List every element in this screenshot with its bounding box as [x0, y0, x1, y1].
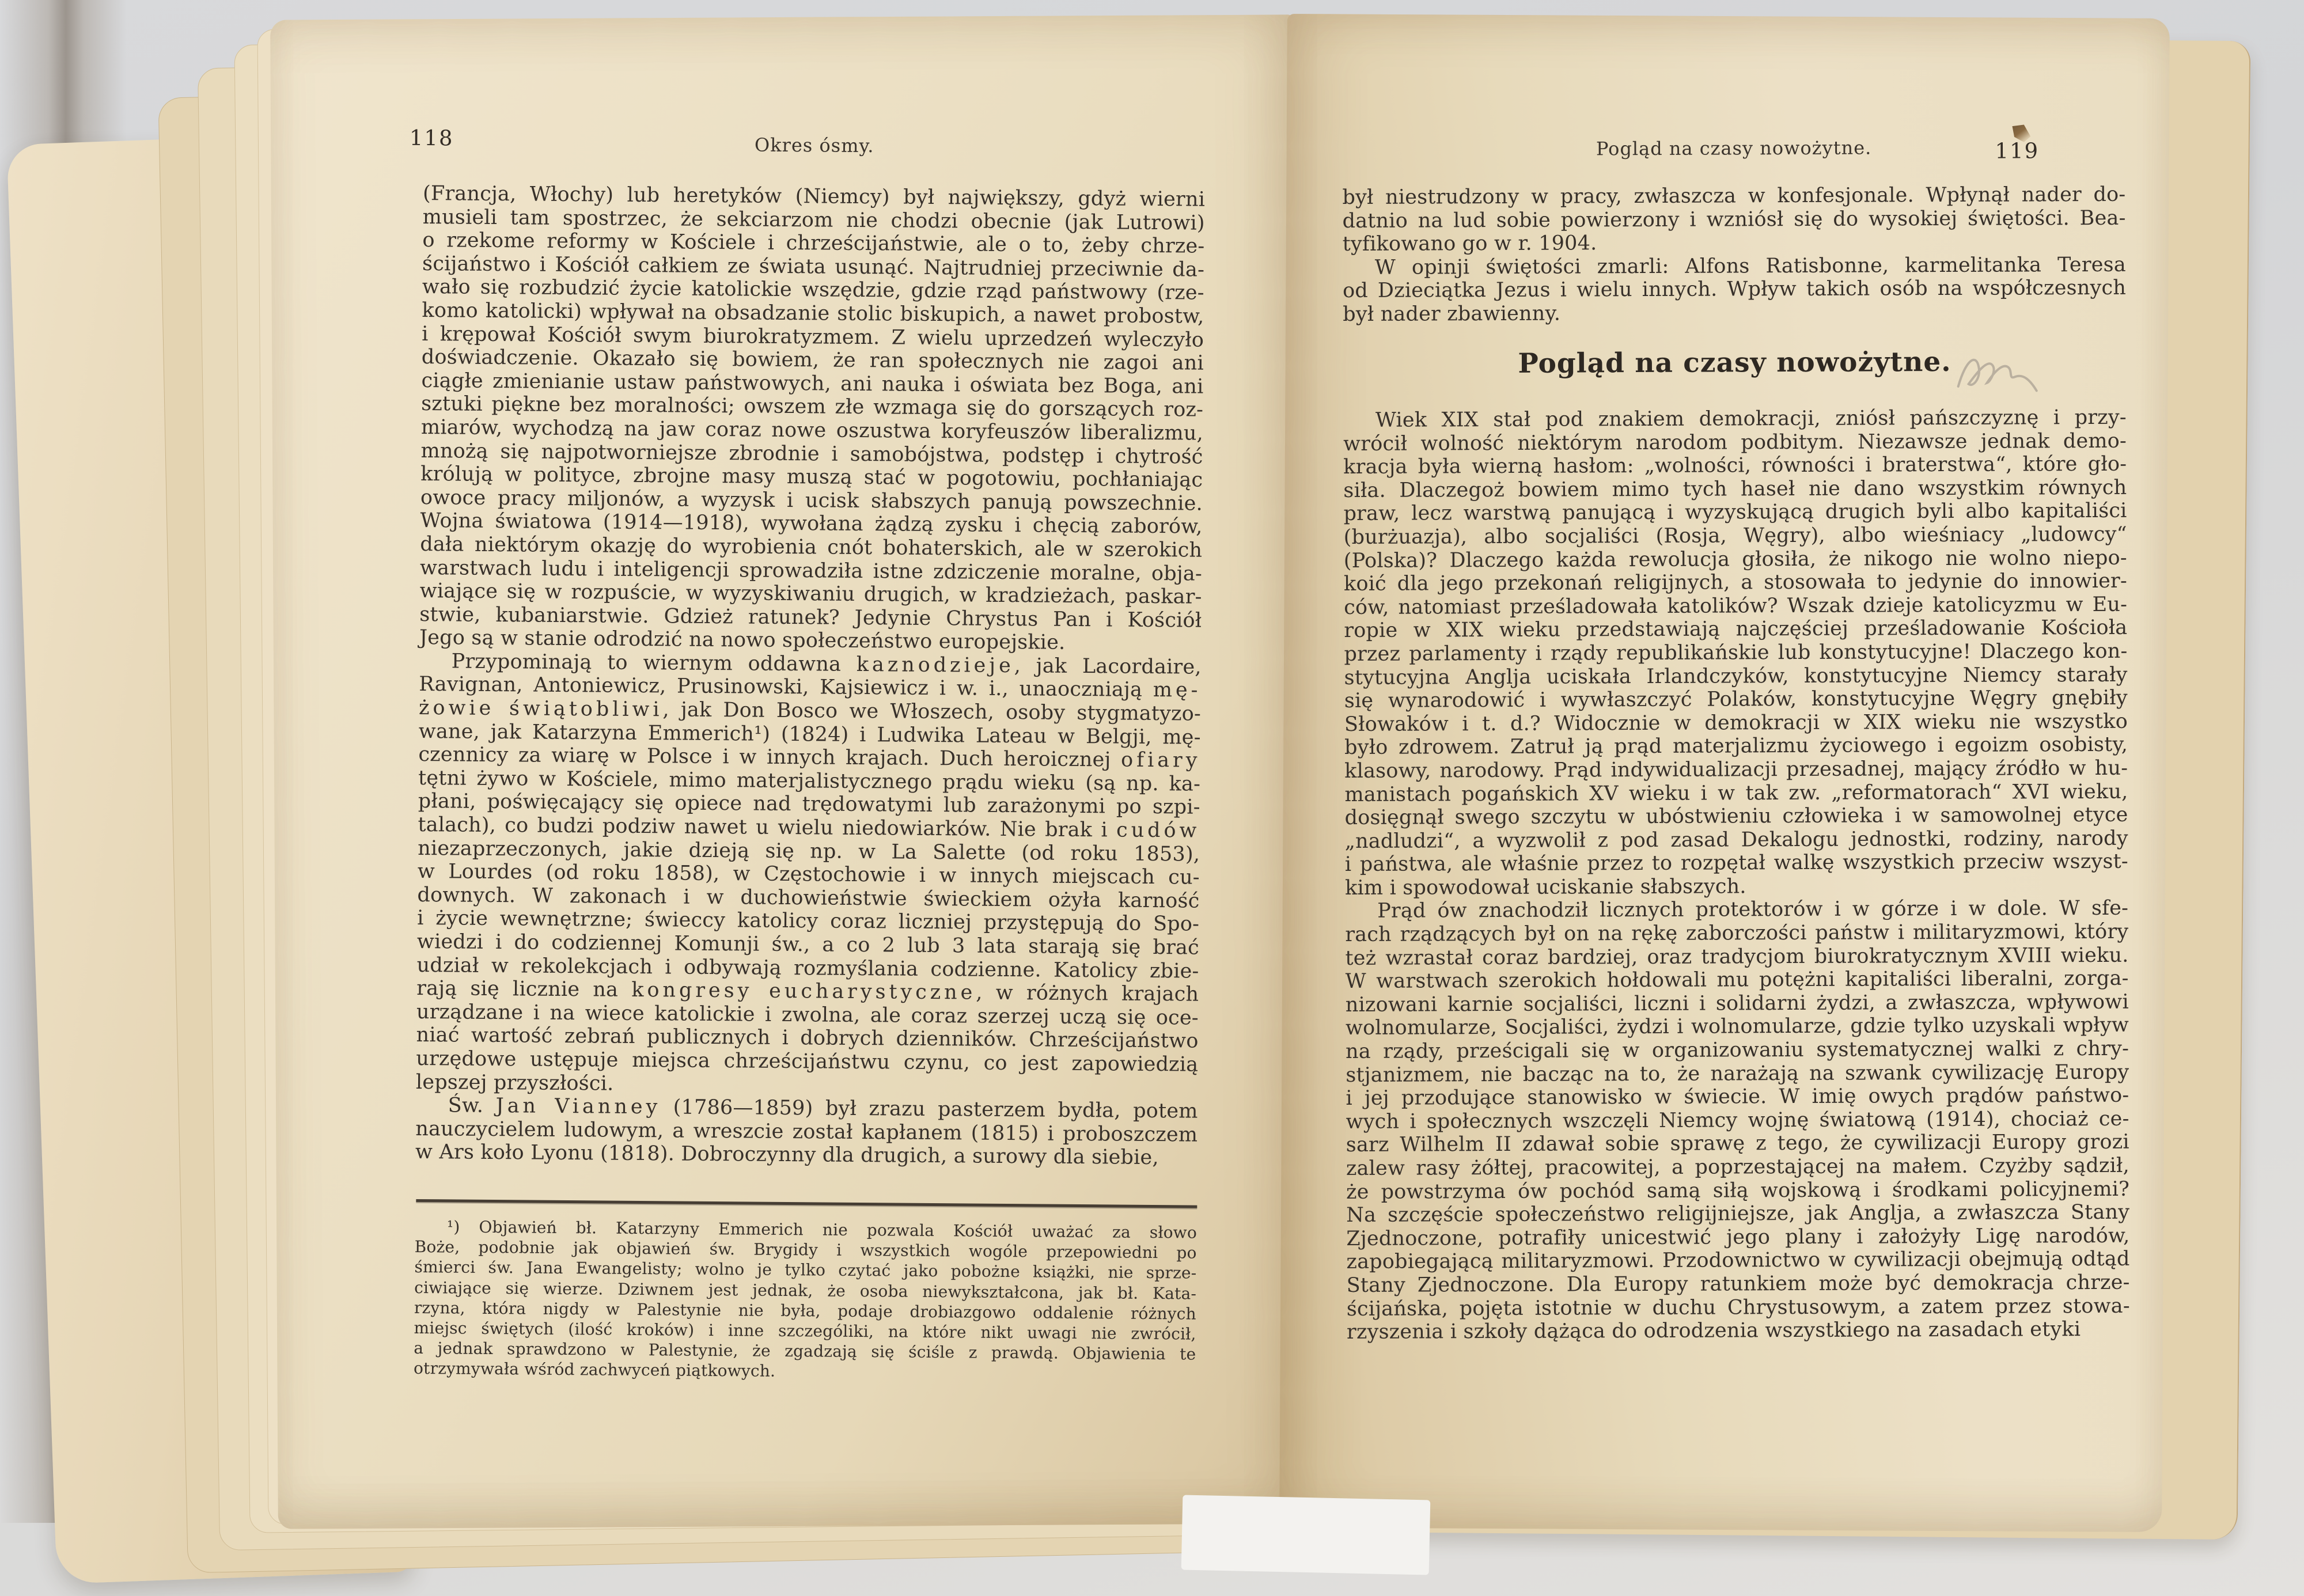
- right-page-number: 119: [1995, 138, 2040, 164]
- text-line: sarz Wilhelm II zdawał sobie sprawę z tego, że cywilizacji Europy grozi: [1346, 1131, 2129, 1157]
- text-line: ców, natomiast prześladowała katolików? Wszak dzieje katolicyzmu w Eu-: [1344, 593, 2128, 619]
- left-page-body: [415, 182, 1205, 1170]
- text-line: komo katolicki) wpływał na obsadzanie stolic biskupich, a nawet probostw,: [422, 298, 1204, 328]
- text-line: nauczycielem ludowym, a wreszcie został kapłanem (1815) i proboszczem: [415, 1117, 1198, 1147]
- text-line: (burżuazja), albo socjaliści (Rosja, Węgry), albo wieśniacy „ludowcy“: [1343, 522, 2127, 549]
- paragraph: [416, 650, 1202, 1100]
- text-line: w Lourdes (od roku 1858), w Częstochowie i w innych miejscach cu-: [417, 860, 1200, 889]
- text-line: urzędowe ustępuje miejsca chrześcijaństwu czynu, co jest zapowiedzią: [416, 1047, 1199, 1076]
- text-line: wrócił wolność niektórym narodom podbitym. Niezawsze jednak demo-: [1343, 429, 2127, 456]
- text-line: „nadludzi“, a wyzwolił z pod zasad Dekalogu jednostki, rodziny, narody: [1344, 827, 2128, 853]
- text-line: wych i społecznych wszczęli Niemcy wojnę światową (1914), chociaż ce-: [1346, 1107, 2129, 1133]
- text-line: otrzymywała wśród zachwyceń piątkowych.: [413, 1359, 776, 1381]
- text-line: stytucyjna Anglja uciskała Irlandczyków, konstytucyjne Niemcy starały: [1344, 663, 2128, 689]
- text-line: Jego są w stanie odrodzić na nowo społeczeństwo europejskie.: [419, 626, 1066, 655]
- text-line: downych. W zakonach i w duchowieństwie świeckiem ożyła karność: [417, 883, 1200, 913]
- backing-paper: [1181, 1495, 1431, 1575]
- text-line: W warstwach szerokich hołdowali mu potężni kapitaliści liberalni, zorga-: [1345, 967, 2129, 994]
- text-line: koić dla jego przekonań religijnych, a stosowała to jedynie do innowier-: [1343, 569, 2128, 596]
- text-line: wolnomularze, Socjaliści, żydzi i wolnomularze, gdzie tylko uzyskali wpływ: [1345, 1014, 2129, 1040]
- text-line: był niestrudzony w pracy, zwłaszcza w konfesjonale. Wpłynął nader do-: [1342, 183, 2126, 209]
- text-line: nizowani karnie socjaliści, liczni i solidarni żydzi, a zwłaszcza, wpływowi: [1345, 990, 2129, 1017]
- text-line: dosięgnął swego szczytu w ubóstwieniu człowieka i w samowolnej etyce: [1344, 803, 2128, 830]
- text-line: w Ars koło Lyonu (1818). Dobroczynny dla drugich, a surowy dla siebie,: [415, 1140, 1159, 1170]
- left-page-number: 118: [409, 125, 454, 151]
- right-page-top-body: [1342, 183, 2126, 327]
- text-line: owoce pracy miljonów, a wyzysk i ucisk słabszych panują powszechnie.: [420, 486, 1203, 515]
- text-line: W opinji świętości zmarli: Alfons Ratisbonne, karmelitanka Teresa: [1374, 253, 2126, 279]
- text-line: zalew rasy żółtej, pracowitej, a poprzestającej na małem. Czyżby sądził,: [1346, 1154, 2129, 1180]
- text-line: i krępował Kościół swym biurokratyzmem. Z wielu uprzedzeń wyleczyło: [422, 322, 1204, 352]
- text-line: siła. Dlaczegoż bowiem mimo tych haseł nie dano wszystkim równych: [1343, 476, 2127, 502]
- text-line: mnożą się najpotworniejsze zbrodnie i samobójstwa, podstęp i chytrość: [420, 439, 1203, 469]
- text-line: rzyna, która nigdy w Palestynie nie była, podaje drobiazgowo oddalenie różnych: [414, 1298, 1196, 1324]
- text-line: o rzekome reformy w Kościele i chrześcijaństwie, ale o to, żeby chrze-: [422, 229, 1205, 258]
- text-line: udział w rekolekcjach i odbywają rozmyślania codzienne. Katolicy zbie-: [416, 953, 1199, 983]
- paragraph: [1343, 406, 2128, 900]
- text-line: wane, jak Katarzyna Emmerich¹) (1824) i Ludwika Lateau w Belgji, mę-: [418, 719, 1201, 749]
- text-line: klasowy, narodowy. Prąd indywidualizacji przesadnej, mający źródło w hu-: [1344, 756, 2128, 783]
- text-line: niać wartość zebrań publicznych i dobrych dzienników. Chrześcijaństwo: [416, 1023, 1199, 1053]
- right-page-body: [1343, 406, 2130, 1344]
- text-line: przez parlamenty i rządy republikańskie lub konstytucyjne! Dlaczego kon-: [1344, 639, 2128, 666]
- text-line: czennicy za wiarę w Polsce i w innych krajach. Duch heroicznej ofiary: [418, 743, 1201, 772]
- text-line: talach), co budzi podziw nawet u wielu niedowiarków. Nie brak i cudów: [418, 813, 1200, 843]
- text-line: (Polska)? Dlaczego każda rewolucja głosiła, że nikogo nie wolno niepo-: [1343, 546, 2127, 573]
- text-line: ropie w XIX wieku przedstawiają najczęściej prześladowanie Kościoła: [1344, 616, 2128, 643]
- text-line: Wiek XIX stał pod znakiem demokracji, zniósł pańszczyznę i przy-: [1375, 405, 2127, 432]
- text-line: dała niektórym okazję do wyrobienia cnót bohaterskich, ale w szerokich: [420, 532, 1203, 562]
- text-line: też wzrastał coraz bardziej, oraz tradycjom biurokratycznym XVIII wieku.: [1345, 943, 2129, 970]
- text-line: Przypominają to wiernym oddawna kaznodzieje, jak Lacordaire,: [451, 650, 1202, 679]
- text-line: rzyszenia i szkoły dążąca do odrodzenia wszystkiego na zasadach etyki: [1346, 1318, 2081, 1344]
- text-line: królują w polityce, zbrojne masy muszą stać w pogotowiu, pochłaniając: [420, 463, 1203, 492]
- text-line: zapobiegającą militaryzmowi. Przodownictwo w cywilizacji obejmują odtąd: [1346, 1248, 2130, 1274]
- text-line: urządzane i na wiece katolickie i zwolna, ale coraz szerzej uczą się oce-: [416, 1000, 1199, 1030]
- text-line: że powstrzyma ów pochód samą siłą wojskową i środkami policyjnemi?: [1346, 1177, 2130, 1204]
- text-line: ¹) Objawień bł. Katarzyny Emmerich nie pozwala Kościół uważać za słowo: [446, 1217, 1198, 1242]
- text-line: stwie, kubaniarstwie. Gdzież ratunek? Jedynie Chrystus Pan i Kościół: [419, 602, 1202, 632]
- text-line: i jej przodujące stanowisko w świecie. W imię owych prądów państwo-: [1346, 1083, 2129, 1110]
- text-line: ścijaństwo i Kościół całkiem ze świata usunąć. Najtrudniej przeciwnie da-: [422, 252, 1205, 282]
- text-line: a jednak sprawdzono w Palestynie, że zgadzają się ściśle z prawdą. Objawienia te: [414, 1339, 1196, 1364]
- right-running-header: Pogląd na czasy nowożytne.: [1596, 137, 1872, 160]
- text-line: śmierci św. Jana Ewangelisty; wolno je tylko czytać jako pobożne książki, nie sprze-: [414, 1257, 1197, 1283]
- text-line: płani, poświęcający się opiece nad trędowatymi lub zarażonymi po szpi-: [418, 790, 1200, 820]
- paragraph: [1345, 897, 2130, 1344]
- text-line: tyfikowano go w r. 1904.: [1342, 232, 1597, 256]
- section-heading: Pogląd na czasy nowożytne.: [1518, 346, 1951, 380]
- paragraph: [419, 182, 1205, 656]
- text-line: Stany Zjednoczone. Dla Europy ratunkiem może być demokracja chrze-: [1346, 1271, 2130, 1297]
- text-line: datnio na lud sobie powierzony i wzniósł się do wysokiej świętości. Bea-: [1342, 206, 2126, 233]
- text-line: manistach pogańskich XV wieku i w tak zw. „reformatorach“ XVI wieku,: [1344, 780, 2128, 806]
- text-line: miarów, wychodzą na jaw coraz nowe oszustwa koryfeuszów liberalizmu,: [420, 415, 1204, 445]
- text-line: wiedzi i do codziennej Komunji św., a co 2 lub 3 lata starają się brać: [416, 930, 1200, 960]
- text-line: warstwach ludu i inteligencji sprowadziła istne zdziczenie moralne, obja-: [419, 556, 1203, 586]
- text-line: ciągłe zmienianie ustaw państwowych, ani nauka i oświata bez Boga, ani: [421, 369, 1204, 399]
- text-line: Ravignan, Antoniewicz, Prusinowski, Kajsiewicz i w. i., unaoczniają mę-: [419, 673, 1202, 703]
- text-line: i państwa, ale właśnie przez to rozpętał walkę wszystkich przeciw wszyst-: [1344, 850, 2128, 877]
- paragraph: [414, 1216, 1197, 1385]
- text-line: kim i spowodował uciskanie słabszych.: [1344, 875, 1746, 900]
- text-line: rach rządzących był on na rękę zaborczości państw i militaryzmowi, który: [1345, 920, 2129, 947]
- paragraph: [415, 1094, 1198, 1170]
- text-line: kracja była wierną hasłom: „wolności, równości i braterstwa“, które gło-: [1343, 452, 2127, 479]
- text-line: niezaprzeczonych, jakie dzieją się np. w La Salette (od roku 1853),: [418, 836, 1200, 866]
- paragraph: [1343, 253, 2126, 327]
- text-line: stjanizmem, nie bacząc na to, że narażają na szwank cywilizację Europy: [1346, 1060, 2129, 1087]
- text-line: było zdrowem. Zatruł ją prąd materjalizmu życiowego i egoizm osobisty,: [1344, 733, 2128, 760]
- pencil-scribble: [1954, 342, 2058, 409]
- text-line: Na szczęście społeczeństwo religijniejsze, jak Anglja, a zwłaszcza Stany: [1346, 1200, 2130, 1227]
- left-running-header: Okres ósmy.: [754, 134, 874, 157]
- text-line: Św. Jan Vianney (1786—1859) był zrazu pasterzem bydła, potem: [448, 1094, 1198, 1123]
- text-line: doświadczenie. Okazało się bowiem, że ran społecznych nie zagoi ani: [421, 346, 1204, 375]
- text-line: miejsc świętych (ilość kroków) i inne szczególiki, na które nikt uwagi nie zwrócił,: [414, 1318, 1196, 1344]
- text-line: Słowaków i t. d.? Widocznie w demokracji w XIX wieku nie wszystko: [1344, 710, 2128, 736]
- text-line: żowie świątobliwi, jak Don Bosco we Włoszech, osoby stygmatyzo-: [418, 696, 1202, 726]
- text-line: wało się rozbudzić życie katolickie wszędzie, gdzie rząd państwowy (rze-: [422, 275, 1204, 305]
- text-line: Boże, podobnie jak objawień św. Brygidy i wszystkich wogóle przepowiedni po: [414, 1237, 1197, 1263]
- text-line: Wojna światowa (1914—1918), wywołana żądzą zysku i chęcią zaborów,: [420, 509, 1203, 539]
- text-line: od Dzieciątka Jezus i wielu innych. Wpływ takich osób na współczesnych: [1342, 276, 2127, 303]
- text-line: praw, lecz warstwą panującą i wyzyskującą drugich byli albo kapitaliści: [1343, 499, 2127, 526]
- text-line: i życie wewnętrzne; świeccy katolicy coraz liczniej przystępują do Spo-: [417, 907, 1200, 937]
- text-line: wiające się w rozpuście, w wyzyskiwaniu drugich, w kradzieżach, paskar-: [419, 579, 1202, 609]
- text-line: Prąd ów znachodził licznych protektorów i w górze i w dole. W sfe-: [1377, 897, 2129, 923]
- text-line: sztuki piękne bez moralności; owszem złe wzmaga się do gorszących roz-: [421, 392, 1204, 422]
- text-line: ciwiające się wierze. Dziwnem jest jednak, że osoba niewykształcona, jak bł. Kata-: [414, 1277, 1197, 1303]
- paragraph: [1342, 183, 2125, 256]
- text-line: się wynarodowić i wywłaszczyć Polaków, konstytucyjne Węgry gnębiły: [1344, 686, 2128, 713]
- left-page-footnote: [414, 1216, 1197, 1385]
- text-line: musieli tam spostrzec, że sekciarzom nie chodzi obecnie (jak Lutrowi): [422, 205, 1205, 235]
- text-line: (Francja, Włochy) lub heretyków (Niemcy) był największy, gdyż wierni: [422, 181, 1206, 211]
- text-line: ścijańska, pojęta istotnie w duchu Chrystusowym, a zatem przez stowa-: [1346, 1294, 2130, 1321]
- text-line: był nader zbawienny.: [1343, 302, 1561, 326]
- text-line: rają się licznie na kongresy eucharystyczne, w różnych krajach: [416, 977, 1199, 1006]
- text-line: lepszej przyszłości.: [415, 1070, 614, 1095]
- text-line: Zjednoczone, potrafiły unicestwić jego plany i założyły Ligę narodów,: [1346, 1224, 2130, 1250]
- text-line: tętni żywo w Kościele, mimo materjalistycznego prądu wieku (są np. ka-: [418, 766, 1201, 796]
- text-line: na rządy, prześcigali się w organizowaniu systematycznej walki z chry-: [1346, 1037, 2129, 1064]
